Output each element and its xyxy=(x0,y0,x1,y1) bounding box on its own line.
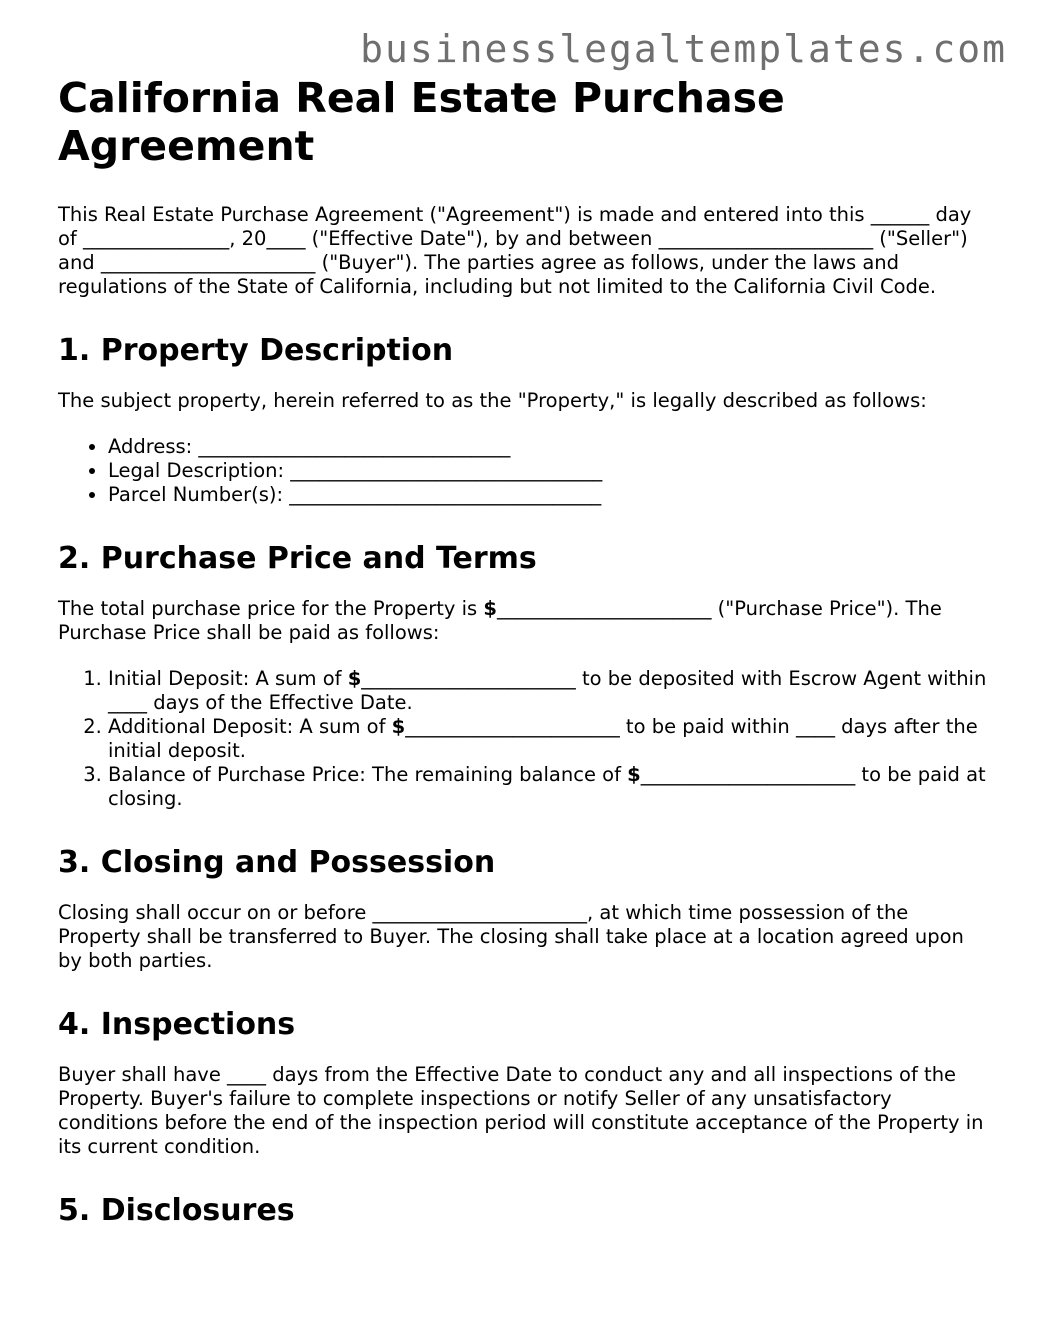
list-item: • Address: ________________________________ xyxy=(108,435,988,459)
dollar-sign: $ xyxy=(483,597,497,620)
property-list xyxy=(58,435,988,507)
page-title: California Real Estate Purchase Agreement xyxy=(58,74,785,170)
item-text: Balance of Purchase Price: The remaining balance of xyxy=(108,763,628,786)
closing-paragraph: Closing shall occur on or before ______________________, at which time possession of the Property shall be transferred to Buyer. The closing shall take place at a location agreed upon by both parties. xyxy=(58,901,964,972)
section-heading-price: 2. Purchase Price and Terms xyxy=(58,541,537,576)
section-heading-closing: 3. Closing and Possession xyxy=(58,845,496,880)
price-paragraph xyxy=(58,597,988,645)
list-item xyxy=(108,715,988,763)
intro-paragraph: This Real Estate Purchase Agreement ("Agreement") is made and entered into this ______ day of _______________, 20____ ("Effective Date"), by and between ______________________ ("Seller") and ______________________ ("Buyer"). The parties agree as follows, under the laws and regulations of the State of California, including but not limited to the California Civil Code. xyxy=(58,203,972,298)
price-text-after: ______________________ ("Purchase Price"). The Purchase Price shall be paid as follows: xyxy=(58,597,942,644)
property-paragraph: The subject property, herein referred to as the "Property," is legally described as follows: xyxy=(58,389,927,412)
document-body xyxy=(58,74,988,1249)
dollar-sign: $ xyxy=(347,667,362,690)
section-heading-property: 1. Property Description xyxy=(58,333,454,368)
item-text: ______________________ to be paid at closing. xyxy=(108,763,986,810)
dollar-sign: $ xyxy=(391,715,406,738)
inspections-paragraph: Buyer shall have ____ days from the Effective Date to conduct any and all inspections of the Property. Buyer's failure to complete inspections or notify Seller of any unsatisfactory conditions before the end of the inspection period will constitute acceptance of the Property in its current condition. xyxy=(58,1063,984,1158)
payment-list xyxy=(58,667,988,811)
price-text-before: The total purchase price for the Property is xyxy=(58,597,484,620)
list-item: • Legal Description: ________________________________ xyxy=(108,459,988,483)
item-text: ______________________ to be deposited with Escrow Agent within ____ days of the Effective Date. xyxy=(108,667,987,714)
watermark: businesslegaltemplates.com xyxy=(360,27,1007,71)
section-heading-inspections: 4. Inspections xyxy=(58,1007,296,1042)
item-text: Additional Deposit: A sum of xyxy=(108,715,392,738)
list-item: • Parcel Number(s): ________________________________ xyxy=(108,483,988,507)
item-text: Initial Deposit: A sum of xyxy=(108,667,348,690)
list-item xyxy=(108,667,988,715)
list-item xyxy=(108,763,988,811)
dollar-sign: $ xyxy=(627,763,641,786)
item-text: ______________________ to be paid within ____ days after the initial deposit. xyxy=(108,715,978,762)
section-heading-disclosures: 5. Disclosures xyxy=(58,1193,295,1228)
